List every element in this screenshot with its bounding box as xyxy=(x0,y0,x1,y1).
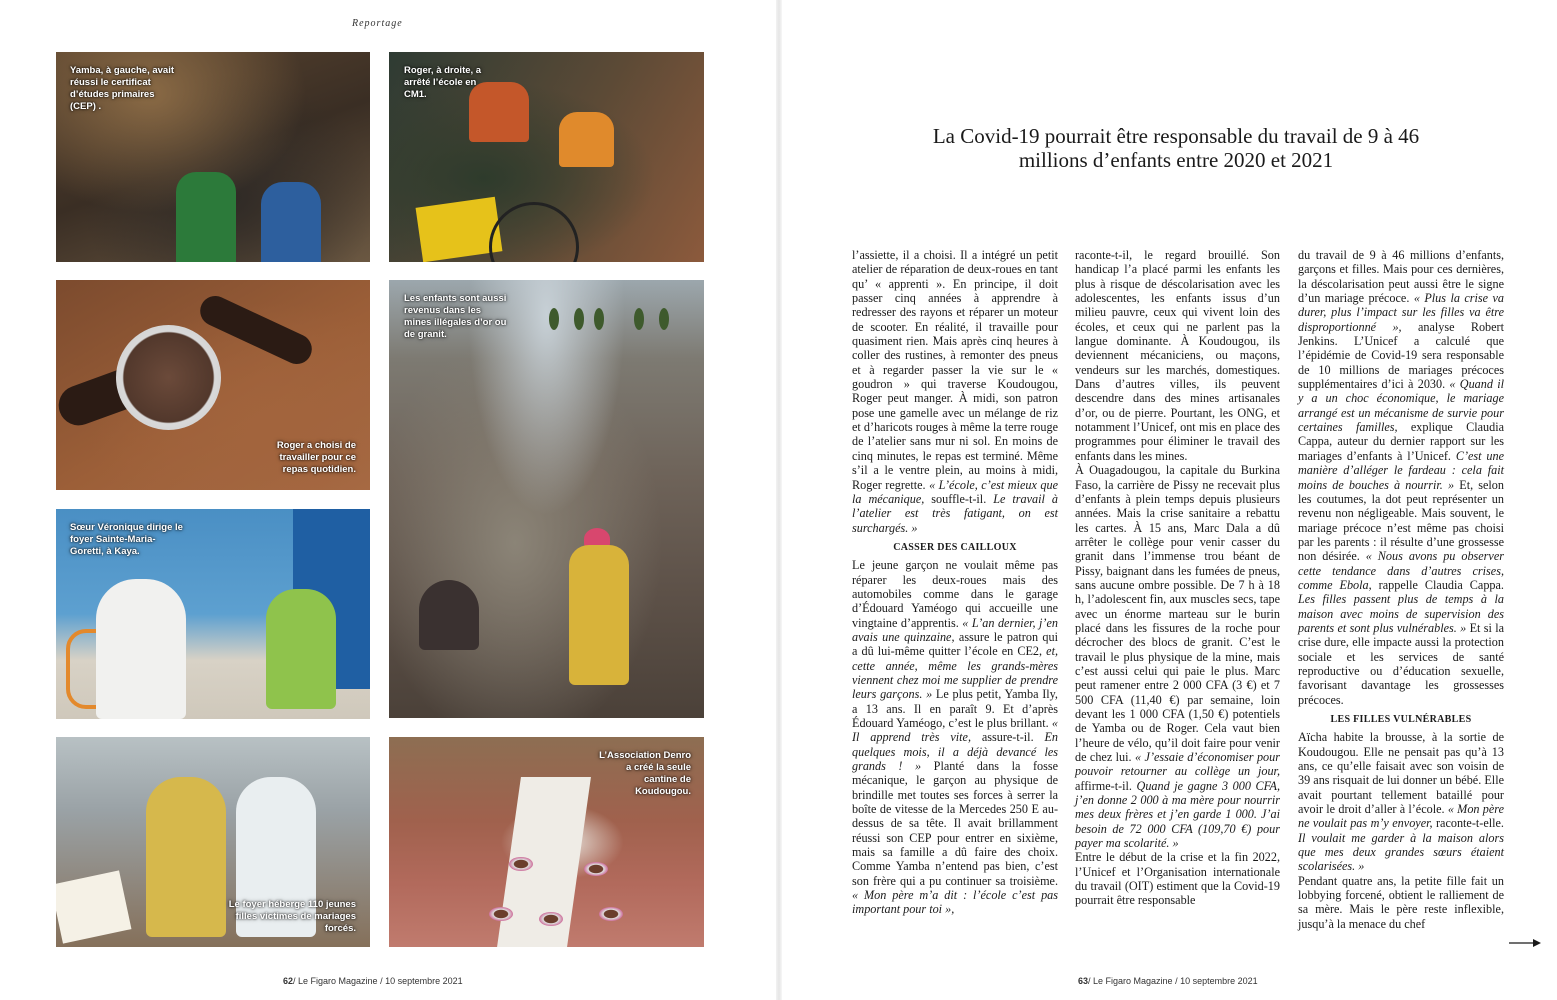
text-run: Le jeune garçon ne voulait même pas réparer les deux-roues mais des automobiles comme dans le garage d’Édouard Yaméogo qui accueille une vingtaine d’apprentis. xyxy=(852,558,1058,630)
text-run: du travail de 9 à 46 millions d’enfants, garçons et filles. Mais pour ces dernières, la déscolarisation peut aussi être le signe d’un mariage précoce. xyxy=(1298,248,1504,306)
text-run: Planté dans la fosse mécanique, le garçon au physique de brindille met toutes ses forces à serrer la boîte de vitesse de la Mercedes 250 E au-dessus de sa tête. Il avait brillamment réussi son CEP pour entrer en sixième, mais sa famille a dû faire des choix. Comme Yamba n’entend pas bien, c’est son frère qui a pu continuer sa troisième. xyxy=(852,759,1058,888)
folio-text: / Le Figaro Magazine / 10 septembre 2021 xyxy=(293,976,463,986)
plate xyxy=(539,912,563,926)
paragraph: raconte-t-il, le regard brouillé. Son handicap l’a placé parmi les enfants les plus à risque de déscolarisation avec les adolescentes, les enfants issus d’un milieu pauvre, ceux qui vivent loin des écoles, et ceux qui ne parlent pas la langue dominante. À Koudougou, ils deviennent mécaniciens, ou maçons, vendeurs sur les marchés, domestiques. Dans d’autres villes, ils peuvent descendre dans des mines artisanales d’or, ou de pierre. Pourtant, les ONG, et notamment l’Unicef, ont mis en place des programmes pour éliminer le travail des enfants dans les mines. xyxy=(1075,248,1280,463)
page-number: 62 xyxy=(283,976,294,986)
text-run: affirme-t-il. xyxy=(1075,778,1137,793)
text-run: souffle-t-il. xyxy=(924,491,994,506)
text-run: explique Claudia Cappa, auteur du dernier rapport sur les mariages d’enfants à l’Unicef. xyxy=(1298,420,1505,463)
photo-caption: L’Association Denro a créé la seule cantine de Koudougou. xyxy=(599,750,691,797)
page-number: 63 xyxy=(1078,976,1089,986)
bicycle-wheel xyxy=(489,202,579,262)
bowl-of-food xyxy=(116,325,221,430)
quote: En quelques mois, il a déjà devancé les grands ! » xyxy=(852,730,1058,774)
figure-nun xyxy=(96,579,186,719)
article-headline: La Covid-19 pourrait être responsable du travail de 9 à 46 millions d’enfants entre 2020 et 2021 xyxy=(932,124,1420,172)
tree xyxy=(574,308,584,330)
subheading: CASSER DES CAILLOUX xyxy=(893,541,1017,553)
paragraph: Pendant quatre ans, la petite fille fait un lobbying forcené, obtient le ralliement de sa mère. Mais le père reste inflexible, jusqu’à la menace du chef xyxy=(1298,873,1504,931)
tree xyxy=(594,308,604,330)
photo-caption: Le foyer héberge 110 jeunes filles victimes de mariages forcés. xyxy=(228,899,356,934)
quote: « J’essaie d’économiser pour pouvoir retourner au collège un jour, xyxy=(1075,750,1280,779)
quote: Le travail à l’atelier est très fatigant, on est surchargés. » xyxy=(852,491,1058,535)
paragraph xyxy=(852,558,1058,917)
quote: « Il apprend très vite, xyxy=(852,716,1058,745)
folio-right xyxy=(1078,976,1258,986)
photo-caption: Sœur Véronique dirige le foyer Sainte-Maria-Goretti, à Kaya. xyxy=(70,522,183,557)
photo-cantine xyxy=(389,737,704,947)
tree xyxy=(659,308,669,330)
subheading: LES FILLES VULNÉRABLES xyxy=(1330,714,1472,725)
quote: Les filles passent plus de temps à la maison avec moins de supervision des parents et sont plus vulnérables. » xyxy=(1298,592,1504,635)
figure-child xyxy=(559,112,614,167)
photo-caption: Les enfants sont aussi revenus dans les mines illégales d’or ou de granit. xyxy=(404,293,507,340)
paragraph xyxy=(852,248,1058,535)
quote: « L’an dernier, j’en avais une quinzaine, xyxy=(852,615,1058,644)
photo-soeur-veronique xyxy=(56,509,370,719)
quote: « Quand il y a un choc économique, le mariage arrangé est un mécanisme de survie pour certaines familles, xyxy=(1298,377,1504,435)
text-run: Et si la crise dure, elle impacte aussi la protection sociale et les services de santé reproductive ou d’éducation sexuelle, favorisant davantage les grossesses précoces. xyxy=(1298,620,1504,707)
arrow-right-icon xyxy=(1509,937,1541,949)
quote: « Plus la crise va durer, plus l’impact sur les filles va être disproportionné », xyxy=(1298,291,1504,334)
plate xyxy=(599,907,623,921)
paragraph xyxy=(1298,248,1504,707)
plate xyxy=(489,907,513,921)
photo-repas xyxy=(56,280,370,490)
figure-girl xyxy=(266,589,336,709)
text-run: Aïcha habite la brousse, à la sortie de Koudougou. Elle ne pensait pas qu’à 13 ans, ce qu’elle faisait avec son voisin de 39 ans risquait de lui donner un bébé. Elle avait pourtant tellement bataillé pour avoir le droit d’aller à l’école. xyxy=(1298,730,1504,817)
section-rubric: Reportage xyxy=(352,18,403,29)
folio-text: / Le Figaro Magazine / 10 septembre 2021 xyxy=(1088,976,1258,986)
folio-left xyxy=(283,976,463,986)
text-run: Et, selon les coutumes, la dot peut représenter un revenu non négligeable. Mais souvent, le mariage précoce n’est même pas choisi par les parents : il résulte d’une grossesse non désirée. xyxy=(1298,477,1504,564)
quote: Il voulait me garder à la maison alors que mes deux grandes sœurs étaient scolarisées. » xyxy=(1298,830,1504,874)
text-run: À Ouagadougou, la capitale du Burkina Faso, la carrière de Pissy ne recevait plus d’enfants à plein temps depuis plusieurs années. Mais la crise sanitaire a rebattu les cartes. À 15 ans, Marc Dala a dû arrêter le collège pour venir casser du granit dans l’immense trou béant de Pissy, baignant dans les fumées de pneus, sans aucune ombre possible. De 7 h à 18 h, l’adolescent fin, aux muscles secs, tape avec un énorme marteau sur le burin placé dans les fissures de la roche pour décrocher des blocs de granit. C’est le travail le plus physique de la mine, mais c’est aussi celui qui paie le plus. Marc peut ramener entre 2 000 CFA (3 €) et 7 500 CFA (11,40 €) par semaine, loin devant les 1 000 CFA (1,50 €) potentiels de Yamba ou de Roger. Cela vaut bien l’heure de vélo, qu’il doit faire pour venir de chez lui. xyxy=(1075,463,1280,765)
text-column-3 xyxy=(1298,248,1504,931)
text-column-1 xyxy=(852,248,1058,917)
figure-child xyxy=(176,172,236,262)
book xyxy=(56,870,131,943)
text-run: analyse Robert Jenkins. L’Unicef a calculé que l’épidémie de Covid-19 sera responsable de 10 millions de mariages précoces supplémentaires d’ici à 2030. xyxy=(1298,319,1505,392)
photo-caption: Roger, à droite, a arrêté l’école en CM1. xyxy=(404,65,482,100)
photo-caption: Yamba, à gauche, avait réussi le certificat d’études primaires (CEP) . xyxy=(70,65,175,112)
tree xyxy=(549,308,559,330)
quote: « L’école, c’est mieux que la mécanique, xyxy=(852,477,1059,506)
quote: Quand je gagne 3 000 CFA, j’en donne 2 000 à ma mère pour nourrir mes deux frères et j’en garde 1 000. J’ai besoin de 72 000 CFA (109,70 €) pour payer ma scolarité. » xyxy=(1075,778,1280,851)
figure-child xyxy=(261,182,321,262)
photo-yamba-garage xyxy=(56,52,370,262)
text-run: assure le patron qui a dû lui-même quitter l’école en CE2, xyxy=(852,629,1059,659)
text-column-2 xyxy=(1075,248,1280,908)
quote: et, cette année, même les grands-mères viennent chez moi me supplier de prendre leurs garçons. » xyxy=(852,644,1058,702)
paragraph xyxy=(1298,730,1504,873)
text-run: l’assiette, il a choisi. Il a intégré un petit atelier de réparation de deux-roues en tant qu’ « apprenti ». En principe, il doit passer cinq années à apprendre à redresser des rayons et réparer un moteur de scooter. En réalité, il travaille pour quasiment rien. Mais après cinq heures à coller des rustines, à remonter des pneus et à regarder passer la vie sur le « goudron » qui traverse Koudougou, Roger peut manger. À midi, son patron pose une gamelle avec un mélange de riz et d’haricots rouges à même la terre rouge de l’atelier sans mur ni sol. En moins de cinq minutes, le repas est terminé. Même s’il a le ventre plein, au moins à midi, Roger regrette. xyxy=(852,248,1058,492)
plate xyxy=(509,857,533,871)
paragraph xyxy=(1075,463,1280,850)
text-run: assure-t-il. xyxy=(971,730,1045,745)
tree xyxy=(634,308,644,330)
figure-woman xyxy=(569,545,629,685)
quote: C’est une manière d’alléger le fardeau : cela fait moins de bouches à nourrir. » xyxy=(1298,448,1504,492)
figure-worker xyxy=(419,580,479,650)
quote: « Mon père ne voulait pas m’y envoyer, xyxy=(1298,802,1504,831)
paragraph: Entre le début de la crise et la fin 2022, l’Unicef et l’Organisation internationale du travail (OIT) estiment que la Covid-19 pourrait être responsable xyxy=(1075,850,1280,908)
text-run: rappelle Claudia Cappa. xyxy=(1371,577,1504,592)
plate xyxy=(584,862,608,876)
quote: « Nous avons pu observer cette tendance dans d’autres crises, comme Ebola, xyxy=(1298,549,1504,592)
photo-mine-pissy xyxy=(389,280,704,718)
quote: « Mon père m’a dit : l’école c’est pas important pour toi », xyxy=(852,888,1058,917)
photo-roger-atelier xyxy=(389,52,704,262)
page-gutter xyxy=(776,0,782,1000)
photo-foyer xyxy=(56,737,370,947)
photo-caption: Roger a choisi de travailler pour ce repas quotidien. xyxy=(276,440,356,475)
text-run: Le plus petit, Yamba Ily, a 13 ans. Il en paraît 9. Et d’après Édouard Yaméogo, c’est le plus brillant. xyxy=(852,687,1058,730)
text-run: raconte-t-elle. xyxy=(1432,816,1504,831)
